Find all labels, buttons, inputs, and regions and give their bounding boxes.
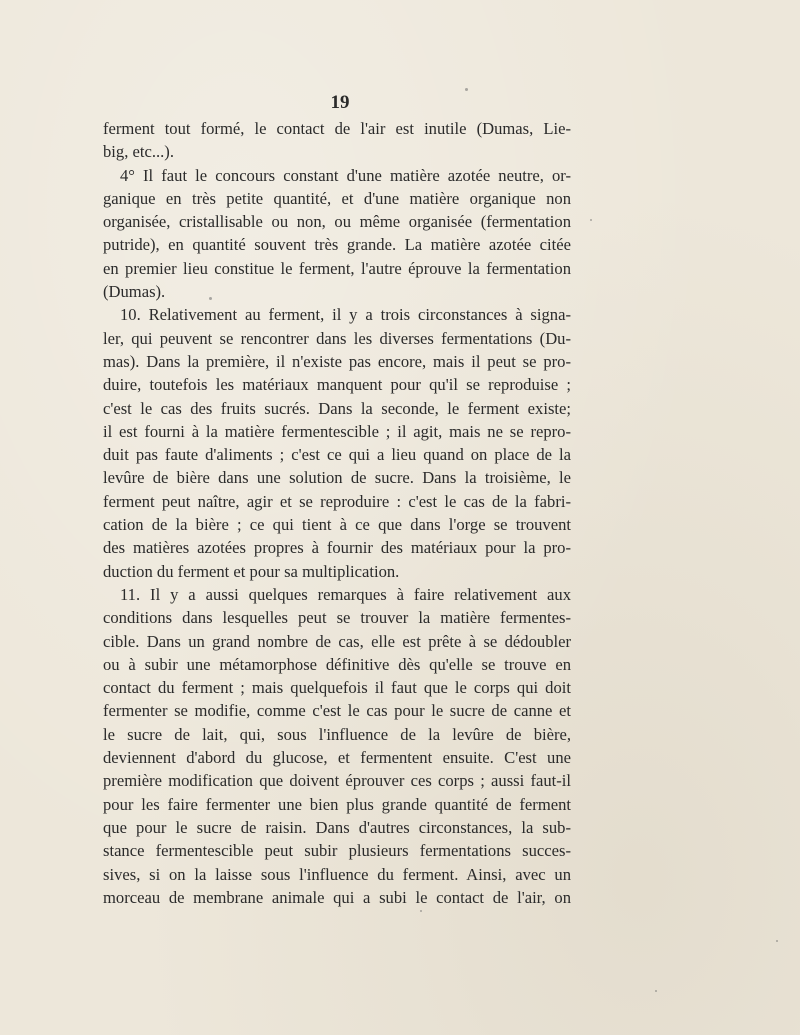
text-line: big, etc...). [103,142,174,162]
text-line: morceau de membrane animale qui a subi le contact de l'air, on [103,887,571,907]
text-line: le sucre de lait, qui, sous l'influence de la levûre de bière, [103,724,571,744]
text-line: 10. Relativement au ferment, il y a trois circonstances à signa- [120,305,571,325]
text-line: pour les faire fermenter une bien plus grande quantité de ferment [103,794,571,814]
text-line: conditions dans lesquelles peut se trouver la matière fermentes- [103,608,571,628]
text-line: organisée, cristallisable ou non, ou même organisée (fermentation [103,212,571,232]
text-line: 4° Il faut le concours constant d'une matière azotée neutre, or- [120,165,571,185]
text-line: en premier lieu constitue le ferment, l'autre éprouve la fermentation [103,258,571,278]
body-text [103,117,571,909]
text-line: c'est le cas des fruits sucrés. Dans la seconde, le ferment existe; [103,398,571,418]
text-line: mas). Dans la première, il n'existe pas encore, mais il peut se pro- [103,351,571,371]
text-line: sives, si on la laisse sous l'influence du ferment. Ainsi, avec un [103,864,571,884]
text-line: ler, qui peuvent se rencontrer dans les diverses fermentations (Du- [103,328,571,348]
text-line: fermenter se modifie, comme c'est le cas pour le sucre de canne et [103,701,571,721]
text-line: cation de la bière ; ce qui tient à ce que dans l'orge se trouvent [103,515,571,535]
text-line: des matières azotées propres à fournir des matériaux pour la pro- [103,538,571,558]
paper-speck [776,940,778,942]
text-line: ou à subir une métamorphose définitive dès qu'elle se trouve en [103,654,571,674]
text-line: duit pas faute d'aliments ; c'est ce qui a lieu quand on place de la [103,445,571,465]
text-line: levûre de bière dans une solution de sucre. Dans la troisième, le [103,468,571,488]
text-line: deviennent d'abord du glucose, et fermentent ensuite. C'est une [103,748,571,768]
paper-speck [655,990,657,992]
text-line: première modification que doivent éprouver ces corps ; aussi faut-il [103,771,571,791]
paper-speck [420,910,422,912]
text-line: contact du ferment ; mais quelquefois il faut que le corps qui doit [103,678,571,698]
paper-speck [209,297,212,300]
text-line: putride), en quantité souvent très grande. La matière azotée citée [103,235,571,255]
paper-speck [590,219,592,221]
text-line: ganique en très petite quantité, et d'une matière organique non [103,188,571,208]
text-line: duire, toutefois les matériaux manquent pour qu'il se reproduise ; [103,375,571,395]
text-line: cible. Dans un grand nombre de cas, elle est prête à se dédoubler [103,631,571,651]
text-line: que pour le sucre de raisin. Dans d'autres circonstances, la sub- [103,817,571,837]
text-line: stance fermentescible peut subir plusieurs fermentations succes- [103,841,571,861]
text-line: (Dumas). [103,282,166,302]
text-line: il est fourni à la matière fermentescible ; il agit, mais ne se repro- [103,421,571,441]
text-line: ferment tout formé, le contact de l'air est inutile (Dumas, Lie- [103,119,571,138]
page-number: 19 [330,92,350,113]
text-line: ferment peut naître, agir et se reproduire : c'est le cas de la fabri- [103,491,571,511]
text-line: 11. Il y a aussi quelques remarques à faire relativement aux [120,584,571,604]
text-line: duction du ferment et pour sa multiplication. [103,561,400,581]
paper-speck [465,88,468,91]
